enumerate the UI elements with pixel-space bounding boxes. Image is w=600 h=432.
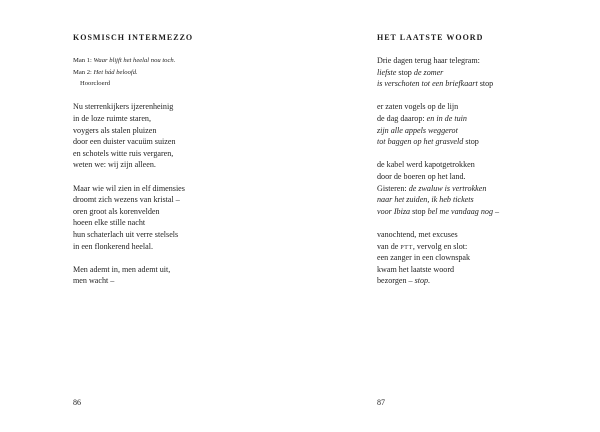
roman-text: droomt zich wezens van kristal – (73, 195, 180, 205)
poem-line (73, 159, 283, 171)
right-page (300, 0, 600, 432)
dialogue-block (73, 55, 283, 90)
poem-title: HET LAATSTE WOORD (377, 33, 484, 42)
page-number: 87 (377, 398, 385, 407)
stanza (377, 229, 587, 287)
small-caps-text: PTT (400, 244, 413, 251)
roman-text: de dag daarop: (377, 113, 427, 123)
roman-text: Drie dagen terug haar telegram: (377, 56, 480, 65)
italic-text: tot baggen op het grasveld (377, 137, 466, 147)
poem-line (377, 101, 587, 113)
poem-line (73, 229, 283, 241)
roman-text: in de loze ruimte staren, (73, 113, 151, 123)
poem-line (73, 264, 283, 276)
roman-text: hun schaterlach uit verre stelsels (73, 229, 179, 239)
italic-text: voor Ibiza (377, 206, 413, 216)
roman-text: Man 2: (73, 68, 94, 76)
roman-text: voygers als stalen pluizen (73, 125, 157, 135)
poem-line (377, 113, 587, 125)
stanza (73, 101, 283, 171)
italic-text: de zomer (413, 67, 444, 77)
poem-line (73, 125, 283, 137)
poem-line (73, 183, 283, 195)
stanza (377, 55, 587, 90)
roman-text: en schotels witte ruis vergaren, (73, 148, 174, 158)
italic-text: bel me vandaag nog – (427, 206, 500, 216)
roman-text: stop (398, 67, 414, 77)
italic-text: en in de tuin (426, 113, 467, 123)
roman-text: hoeen elke stille nacht (73, 218, 146, 228)
roman-text: vanochtend, met excuses (377, 229, 458, 239)
poem-line (377, 206, 587, 218)
roman-text: een zanger in een clownspak (377, 253, 471, 263)
poem-line (73, 101, 283, 113)
roman-text: door een duister vacuüm suizen (73, 137, 176, 147)
poem-line (73, 275, 283, 287)
italic-text: de zwaluw is vertrokken (408, 183, 487, 193)
poem-line (377, 55, 587, 67)
roman-text: Gisteren: (377, 183, 409, 193)
roman-text: er zaten vogels op de lijn (377, 102, 459, 112)
poem-line (377, 78, 587, 90)
left-poem (73, 55, 283, 298)
left-stanzas (73, 101, 283, 287)
poem-line (73, 136, 283, 148)
roman-text: stop (412, 206, 428, 216)
roman-text: Maar wie wil zien in elf dimensies (73, 183, 185, 193)
roman-text: Men ademt in, men ademt uit, (73, 264, 171, 274)
roman-text: bezorgen – (377, 276, 415, 286)
roman-text: kwam het laatste woord (377, 264, 455, 274)
roman-text: in een flonkerend heelal. (73, 241, 154, 251)
poem-line (377, 275, 587, 287)
poem-title: KOSMISCH INTERMEZZO (73, 33, 194, 42)
poem-line (73, 148, 283, 160)
poem-line (73, 78, 283, 90)
poem-line (377, 241, 587, 253)
roman-text: stop (465, 137, 479, 147)
stanza (73, 183, 283, 253)
poem-line (73, 67, 283, 79)
poem-line (377, 183, 587, 195)
stanza (377, 101, 587, 147)
roman-text: oren groot als korenvelden (73, 206, 160, 216)
poem-line (377, 171, 587, 183)
italic-text: stop. (414, 276, 431, 286)
roman-text: door de boeren op het land. (377, 171, 466, 181)
roman-text: men wacht – (73, 276, 115, 286)
poem-line (377, 159, 587, 171)
roman-text: stop (479, 79, 494, 89)
stanza (377, 159, 587, 217)
roman-text: van de (377, 241, 401, 251)
stanza (73, 264, 283, 287)
italic-text: Het hád beloofd. (93, 68, 138, 76)
roman-text: Nu sterrenkijkers ijzerenheinig (73, 102, 174, 112)
italic-text: zijn alle appels weggerot (377, 125, 458, 135)
poem-line (73, 113, 283, 125)
poem-line (73, 55, 283, 67)
poem-line (377, 194, 587, 206)
poem-line (377, 264, 587, 276)
poem-line (73, 194, 283, 206)
page-number: 86 (73, 398, 81, 407)
right-stanzas (377, 55, 587, 287)
italic-text: liefste (377, 67, 399, 77)
roman-text: weten we: wij zijn alleen. (73, 160, 156, 170)
poem-line (73, 206, 283, 218)
roman-text: de kabel werd kapotgetrokken (377, 160, 475, 170)
poem-line (377, 136, 587, 148)
poem-line (377, 67, 587, 79)
roman-text: , vervolg en slot: (412, 241, 468, 251)
italic-text: is verschoten tot een briefkaart (377, 79, 480, 89)
poem-line (377, 125, 587, 137)
poem-line (73, 241, 283, 253)
right-poem (377, 55, 587, 298)
poem-line (377, 252, 587, 264)
roman-text: Hoorcloerd (80, 80, 111, 88)
italic-text: naar het zuiden, ik heb tickets (377, 195, 474, 205)
poem-line (73, 217, 283, 229)
poem-line (377, 229, 587, 241)
italic-text: Waar blijft het heelal nou toch. (93, 57, 176, 64)
roman-text: Man 1: (73, 57, 94, 64)
